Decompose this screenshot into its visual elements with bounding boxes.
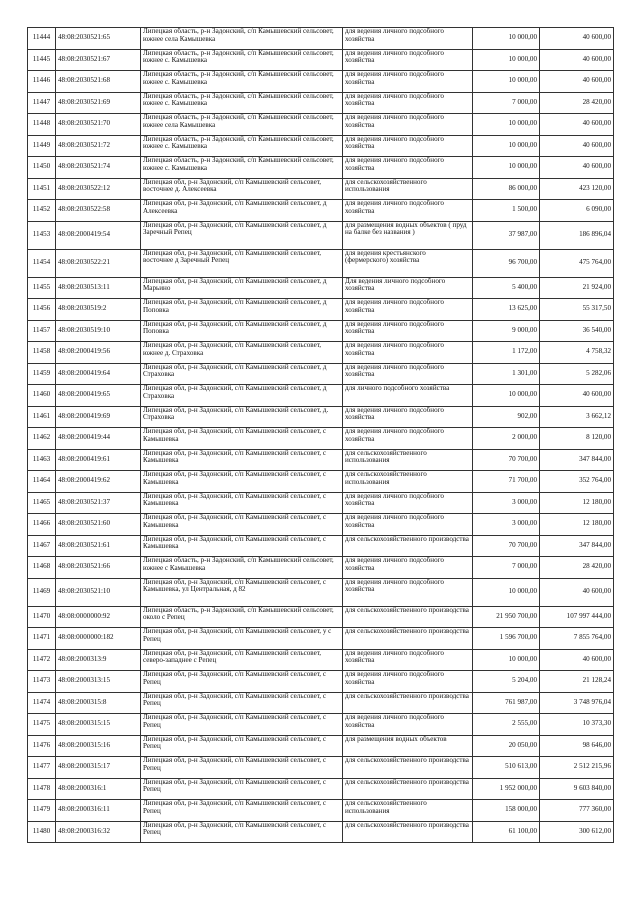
cadastral-number: 48:08:2030522:21 xyxy=(56,249,141,277)
table-row xyxy=(28,49,614,71)
row-number: 11475 xyxy=(28,714,56,736)
area-value: 5 400,00 xyxy=(473,277,540,299)
permitted-use: для ведения личного подсобного хозяйства xyxy=(343,49,473,71)
cadastral-value: 352 764,00 xyxy=(540,471,614,493)
area-value: 1 172,00 xyxy=(473,342,540,364)
table-row xyxy=(28,114,614,136)
row-number: 11466 xyxy=(28,514,56,536)
cadastral-value: 40 600,00 xyxy=(540,157,614,179)
row-number: 11452 xyxy=(28,200,56,222)
area-value: 7 000,00 xyxy=(473,92,540,114)
row-number: 11446 xyxy=(28,71,56,93)
cadastral-number: 48:08:2030521:65 xyxy=(56,28,141,50)
area-value: 1 500,00 xyxy=(473,200,540,222)
table-row xyxy=(28,277,614,299)
cadastral-value: 423 120,00 xyxy=(540,178,614,200)
row-number: 11462 xyxy=(28,428,56,450)
table-row xyxy=(28,342,614,364)
cadastral-number: 48:08:2000419:62 xyxy=(56,471,141,493)
area-value: 510 613,00 xyxy=(473,757,540,779)
table-row xyxy=(28,778,614,800)
row-number: 11479 xyxy=(28,800,56,822)
cadastral-number: 48:08:2030521:37 xyxy=(56,492,141,514)
location-description: Липецкая обл, р-н Задонский, с/п Камышевский сельсовет, д. Страховка xyxy=(141,406,343,428)
location-description: Липецкая обл, р-н Задонский, с/п Камышевский сельсовет, с Камышевка xyxy=(141,514,343,536)
location-description: Липецкая область, р-н Задонский, с/п Камышевский сельсовет, южнее села Камышевка xyxy=(141,28,343,50)
permitted-use: для ведения личного подсобного хозяйства xyxy=(343,342,473,364)
location-description: Липецкая обл, р-н Задонский, с/п Камышевский сельсовет, с Репец xyxy=(141,757,343,779)
permitted-use: для размещения водных объектов ( пруд на балке без названия ) xyxy=(343,221,473,249)
permitted-use: для ведения личного подсобного хозяйства xyxy=(343,649,473,671)
permitted-use: для сельскохозяйственного производства xyxy=(343,692,473,714)
table-body xyxy=(28,28,614,843)
row-number: 11448 xyxy=(28,114,56,136)
cadastral-value: 55 317,50 xyxy=(540,299,614,321)
table-row xyxy=(28,714,614,736)
area-value: 10 000,00 xyxy=(473,157,540,179)
permitted-use: для ведения личного подсобного хозяйства xyxy=(343,320,473,342)
cadastral-value: 28 420,00 xyxy=(540,92,614,114)
location-description: Липецкая обл, р-н Задонский, с/п Камышевский сельсовет, д Поповка xyxy=(141,320,343,342)
table-row xyxy=(28,606,614,628)
table-row xyxy=(28,428,614,450)
cadastral-value: 777 360,00 xyxy=(540,800,614,822)
row-number: 11456 xyxy=(28,299,56,321)
area-value: 86 000,00 xyxy=(473,178,540,200)
location-description: Липецкая обл, р-н Задонский, с/п Камышевский сельсовет, с Камышевка xyxy=(141,492,343,514)
cadastral-value: 40 600,00 xyxy=(540,114,614,136)
permitted-use: для сельскохозяйственного использования xyxy=(343,800,473,822)
cadastral-value: 8 120,00 xyxy=(540,428,614,450)
location-description: Липецкая обл, р-н Задонский, с/п Камышевский сельсовет, с Репец xyxy=(141,821,343,843)
cadastral-value: 36 540,00 xyxy=(540,320,614,342)
cadastral-value: 10 373,30 xyxy=(540,714,614,736)
area-value: 37 987,00 xyxy=(473,221,540,249)
location-description: Липецкая область, р-н Задонский, с/п Камышевский сельсовет, южнее села Камышевка xyxy=(141,114,343,136)
cadastral-number: 48:08:0000000:92 xyxy=(56,606,141,628)
row-number: 11459 xyxy=(28,363,56,385)
area-value: 1 301,00 xyxy=(473,363,540,385)
permitted-use: для сельскохозяйственного использования xyxy=(343,471,473,493)
location-description: Липецкая область, р-н Задонский, с/п Камышевский сельсовет, южнее с. Камышевка xyxy=(141,157,343,179)
cadastral-value: 3 662,12 xyxy=(540,406,614,428)
row-number: 11463 xyxy=(28,449,56,471)
row-number: 11455 xyxy=(28,277,56,299)
cadastral-number: 48:08:2000419:56 xyxy=(56,342,141,364)
area-value: 10 000,00 xyxy=(473,49,540,71)
permitted-use: для ведения личного подсобного хозяйства xyxy=(343,492,473,514)
cadastral-number: 48:08:2000315:8 xyxy=(56,692,141,714)
area-value: 5 204,00 xyxy=(473,671,540,693)
table-row xyxy=(28,821,614,843)
cadastral-number: 48:08:2030513:11 xyxy=(56,277,141,299)
cadastral-value: 9 603 840,00 xyxy=(540,778,614,800)
area-value: 96 700,00 xyxy=(473,249,540,277)
cadastral-number: 48:08:2000419:65 xyxy=(56,385,141,407)
location-description: Липецкая обл, р-н Задонский, с/п Камышевский сельсовет, с Репец xyxy=(141,800,343,822)
location-description: Липецкая обл, р-н Задонский, с/п Камышевский сельсовет, д Поповка xyxy=(141,299,343,321)
cadastral-number: 48:08:2030522:12 xyxy=(56,178,141,200)
cadastral-value: 40 600,00 xyxy=(540,28,614,50)
permitted-use: для сельскохозяйственного использования xyxy=(343,449,473,471)
row-number: 11477 xyxy=(28,757,56,779)
table-row xyxy=(28,249,614,277)
row-number: 11458 xyxy=(28,342,56,364)
area-value: 10 000,00 xyxy=(473,649,540,671)
location-description: Липецкая обл, р-н Задонский, с/п Камышевский сельсовет, д Страховка xyxy=(141,363,343,385)
row-number: 11444 xyxy=(28,28,56,50)
table-row xyxy=(28,535,614,557)
cadastral-number: 48:08:2000419:69 xyxy=(56,406,141,428)
location-description: Липецкая обл, р-н Задонский, с/п Камышевский сельсовет, с Репец xyxy=(141,735,343,757)
row-number: 11454 xyxy=(28,249,56,277)
row-number: 11472 xyxy=(28,649,56,671)
area-value: 2 000,00 xyxy=(473,428,540,450)
cadastral-number: 48:08:2000419:61 xyxy=(56,449,141,471)
table-row xyxy=(28,320,614,342)
permitted-use: для ведения крестьянского (фермерского) хозяйства xyxy=(343,249,473,277)
cadastral-number: 48:08:2000316:1 xyxy=(56,778,141,800)
location-description: Липецкая обл, р-н Задонский, с/п Камышевский сельсовет, с Репец xyxy=(141,671,343,693)
row-number: 11449 xyxy=(28,135,56,157)
table-row xyxy=(28,735,614,757)
cadastral-number: 48:08:2000419:54 xyxy=(56,221,141,249)
location-description: Липецкая обл, р-н Задонский, с/п Камышевский сельсовет, восточнее д Заречный Репец xyxy=(141,249,343,277)
row-number: 11445 xyxy=(28,49,56,71)
location-description: Липецкая обл, р-н Задонский, с/п Камышевский сельсовет, с Камышевка xyxy=(141,471,343,493)
table-row xyxy=(28,578,614,606)
permitted-use: для ведения личного подсобного хозяйства xyxy=(343,92,473,114)
location-description: Липецкая область, р-н Задонский, с/п Камышевский сельсовет, около с Репец xyxy=(141,606,343,628)
area-value: 10 000,00 xyxy=(473,114,540,136)
table-row xyxy=(28,200,614,222)
location-description: Липецкая обл, р-н Задонский, с/п Камышевский сельсовет, с Камышевка, ул Центральная, д 82 xyxy=(141,578,343,606)
table-row xyxy=(28,178,614,200)
land-plots-table xyxy=(27,27,614,843)
cadastral-value: 300 612,00 xyxy=(540,821,614,843)
area-value: 20 050,00 xyxy=(473,735,540,757)
permitted-use: для ведения личного подсобного хозяйства xyxy=(343,363,473,385)
permitted-use: для сельскохозяйственного производства xyxy=(343,606,473,628)
cadastral-number: 48:08:2030519:10 xyxy=(56,320,141,342)
row-number: 11460 xyxy=(28,385,56,407)
area-value: 902,00 xyxy=(473,406,540,428)
cadastral-number: 48:08:2000315:16 xyxy=(56,735,141,757)
permitted-use: для ведения личного подсобного хозяйства xyxy=(343,557,473,579)
cadastral-number: 48:08:2030521:60 xyxy=(56,514,141,536)
area-value: 1 952 000,00 xyxy=(473,778,540,800)
location-description: Липецкая область, р-н Задонский, с/п Камышевский сельсовет, южнее с. Камышевка xyxy=(141,71,343,93)
cadastral-value: 186 896,04 xyxy=(540,221,614,249)
table-row xyxy=(28,299,614,321)
area-value: 10 000,00 xyxy=(473,135,540,157)
row-number: 11450 xyxy=(28,157,56,179)
location-description: Липецкая обл, р-н Задонский, с/п Камышевский сельсовет, д Алексеевка xyxy=(141,200,343,222)
area-value: 158 000,00 xyxy=(473,800,540,822)
cadastral-number: 48:08:2030521:61 xyxy=(56,535,141,557)
row-number: 11473 xyxy=(28,671,56,693)
location-description: Липецкая обл, р-н Задонский, с/п Камышевский сельсовет, у с Репец xyxy=(141,628,343,650)
cadastral-number: 48:08:2030521:70 xyxy=(56,114,141,136)
cadastral-number: 48:08:0000000:182 xyxy=(56,628,141,650)
permitted-use: для сельскохозяйственного производства xyxy=(343,628,473,650)
area-value: 761 987,00 xyxy=(473,692,540,714)
cadastral-number: 48:08:2030521:66 xyxy=(56,557,141,579)
permitted-use: для ведения личного подсобного хозяйства xyxy=(343,299,473,321)
cadastral-value: 40 600,00 xyxy=(540,385,614,407)
table-row xyxy=(28,557,614,579)
area-value: 3 000,00 xyxy=(473,514,540,536)
location-description: Липецкая обл, р-н Задонский, с/п Камышевский сельсовет, с Камышевка xyxy=(141,535,343,557)
row-number: 11468 xyxy=(28,557,56,579)
cadastral-number: 48:08:2000313:15 xyxy=(56,671,141,693)
table-row xyxy=(28,757,614,779)
area-value: 9 000,00 xyxy=(473,320,540,342)
table-row xyxy=(28,671,614,693)
table-row xyxy=(28,135,614,157)
area-value: 71 700,00 xyxy=(473,471,540,493)
cadastral-value: 347 844,00 xyxy=(540,449,614,471)
permitted-use: для ведения личного подсобного хозяйства xyxy=(343,28,473,50)
cadastral-value: 2 512 215,96 xyxy=(540,757,614,779)
location-description: Липецкая обл, р-н Задонский, с/п Камышевский сельсовет, с Репец xyxy=(141,714,343,736)
area-value: 1 596 700,00 xyxy=(473,628,540,650)
location-description: Липецкая область, р-н Задонский, с/п Камышевский сельсовет, южнее с. Камышевка xyxy=(141,135,343,157)
cadastral-number: 48:08:2000316:11 xyxy=(56,800,141,822)
cadastral-value: 347 844,00 xyxy=(540,535,614,557)
row-number: 11474 xyxy=(28,692,56,714)
table-row xyxy=(28,28,614,50)
permitted-use: для ведения личного подсобного хозяйства xyxy=(343,114,473,136)
area-value: 61 100,00 xyxy=(473,821,540,843)
permitted-use: для ведения личного подсобного хозяйства xyxy=(343,71,473,93)
cadastral-number: 48:08:2030521:67 xyxy=(56,49,141,71)
table-row xyxy=(28,385,614,407)
row-number: 11457 xyxy=(28,320,56,342)
cadastral-value: 475 764,00 xyxy=(540,249,614,277)
permitted-use: для ведения личного подсобного хозяйства xyxy=(343,671,473,693)
table-row xyxy=(28,363,614,385)
permitted-use: для сельскохозяйственного использования xyxy=(343,178,473,200)
cadastral-number: 48:08:2030521:10 xyxy=(56,578,141,606)
cadastral-value: 12 180,00 xyxy=(540,514,614,536)
table-row xyxy=(28,492,614,514)
permitted-use: Для ведения личного подсобного хозяйства xyxy=(343,277,473,299)
location-description: Липецкая обл, р-н Задонский, с/п Камышевский сельсовет, с Камышевка xyxy=(141,449,343,471)
row-number: 11467 xyxy=(28,535,56,557)
cadastral-number: 48:08:2000419:44 xyxy=(56,428,141,450)
row-number: 11469 xyxy=(28,578,56,606)
row-number: 11447 xyxy=(28,92,56,114)
location-description: Липецкая обл, р-н Задонский, с/п Камышевский сельсовет, восточнее д. Алексеевка xyxy=(141,178,343,200)
document-page xyxy=(27,27,614,843)
cadastral-value: 6 090,00 xyxy=(540,200,614,222)
location-description: Липецкая обл, р-н Задонский, с/п Камышевский сельсовет, с Камышевка xyxy=(141,428,343,450)
area-value: 2 555,00 xyxy=(473,714,540,736)
permitted-use: для ведения личного подсобного хозяйства xyxy=(343,135,473,157)
cadastral-value: 40 600,00 xyxy=(540,135,614,157)
permitted-use: для размещения водных объектов xyxy=(343,735,473,757)
cadastral-number: 48:08:2000315:17 xyxy=(56,757,141,779)
cadastral-value: 28 420,00 xyxy=(540,557,614,579)
cadastral-number: 48:08:2030521:68 xyxy=(56,71,141,93)
location-description: Липецкая область, р-н Задонский, с/п Камышевский сельсовет, южнее с Камышевка xyxy=(141,557,343,579)
permitted-use: для ведения личного подсобного хозяйства xyxy=(343,406,473,428)
table-row xyxy=(28,471,614,493)
cadastral-number: 48:08:2030522:58 xyxy=(56,200,141,222)
permitted-use: для ведения личного подсобного хозяйства xyxy=(343,157,473,179)
row-number: 11480 xyxy=(28,821,56,843)
permitted-use: для ведения личного подсобного хозяйства xyxy=(343,514,473,536)
location-description: Липецкая обл, р-н Задонский, с/п Камышевский сельсовет, с Репец xyxy=(141,778,343,800)
location-description: Липецкая обл, р-н Задонский, с/п Камышевский сельсовет, северо-западнее с Репец xyxy=(141,649,343,671)
row-number: 11470 xyxy=(28,606,56,628)
area-value: 7 000,00 xyxy=(473,557,540,579)
table-row xyxy=(28,628,614,650)
cadastral-number: 48:08:2000419:64 xyxy=(56,363,141,385)
table-row xyxy=(28,649,614,671)
cadastral-value: 98 646,00 xyxy=(540,735,614,757)
area-value: 3 000,00 xyxy=(473,492,540,514)
table-row xyxy=(28,221,614,249)
cadastral-number: 48:08:2000315:15 xyxy=(56,714,141,736)
row-number: 11476 xyxy=(28,735,56,757)
cadastral-value: 40 600,00 xyxy=(540,49,614,71)
cadastral-value: 3 748 976,04 xyxy=(540,692,614,714)
cadastral-number: 48:08:2030521:69 xyxy=(56,92,141,114)
cadastral-value: 40 600,00 xyxy=(540,71,614,93)
area-value: 10 000,00 xyxy=(473,578,540,606)
location-description: Липецкая обл, р-н Задонский, с/п Камышевский сельсовет, д Страховка xyxy=(141,385,343,407)
cadastral-value: 12 180,00 xyxy=(540,492,614,514)
cadastral-value: 21 924,00 xyxy=(540,277,614,299)
table-row xyxy=(28,692,614,714)
location-description: Липецкая область, р-н Задонский, с/п Камышевский сельсовет, южнее с. Камышевка xyxy=(141,92,343,114)
location-description: Липецкая обл, р-н Задонский, с/п Камышевский сельсовет, д Заречный Репец xyxy=(141,221,343,249)
table-row xyxy=(28,157,614,179)
table-row xyxy=(28,514,614,536)
location-description: Липецкая область, р-н Задонский, с/п Камышевский сельсовет, южнее с. Камышевка xyxy=(141,49,343,71)
permitted-use: для сельскохозяйственного производства xyxy=(343,535,473,557)
row-number: 11465 xyxy=(28,492,56,514)
cadastral-number: 48:08:2000316:32 xyxy=(56,821,141,843)
cadastral-number: 48:08:2030521:72 xyxy=(56,135,141,157)
location-description: Липецкая обл, р-н Задонский, с/п Камышевский сельсовет, д Марьино xyxy=(141,277,343,299)
table-row xyxy=(28,449,614,471)
row-number: 11451 xyxy=(28,178,56,200)
area-value: 13 625,00 xyxy=(473,299,540,321)
row-number: 11464 xyxy=(28,471,56,493)
location-description: Липецкая обл, р-н Задонский, с/п Камышевский сельсовет, с Репец xyxy=(141,692,343,714)
row-number: 11461 xyxy=(28,406,56,428)
permitted-use: для ведения личного подсобного хозяйства xyxy=(343,428,473,450)
area-value: 10 000,00 xyxy=(473,28,540,50)
cadastral-value: 107 997 444,00 xyxy=(540,606,614,628)
permitted-use: для ведения личного подсобного хозяйства xyxy=(343,578,473,606)
cadastral-number: 48:08:2000313:9 xyxy=(56,649,141,671)
table-row xyxy=(28,71,614,93)
cadastral-value: 21 128,24 xyxy=(540,671,614,693)
permitted-use: для сельскохозяйственного производства xyxy=(343,757,473,779)
permitted-use: для сельскохозяйственного производства xyxy=(343,821,473,843)
permitted-use: для личного подсобного хозяйства xyxy=(343,385,473,407)
table-row xyxy=(28,92,614,114)
cadastral-number: 48:08:2030521:74 xyxy=(56,157,141,179)
row-number: 11471 xyxy=(28,628,56,650)
table-row xyxy=(28,406,614,428)
area-value: 10 000,00 xyxy=(473,71,540,93)
location-description: Липецкая обл, р-н Задонский, с/п Камышевский сельсовет, южнее д. Страховка xyxy=(141,342,343,364)
area-value: 70 700,00 xyxy=(473,535,540,557)
cadastral-value: 40 600,00 xyxy=(540,649,614,671)
permitted-use: для ведения личного подсобного хозяйства xyxy=(343,714,473,736)
permitted-use: для сельскохозяйственного производства xyxy=(343,778,473,800)
area-value: 70 700,00 xyxy=(473,449,540,471)
cadastral-value: 40 600,00 xyxy=(540,578,614,606)
permitted-use: для ведения личного подсобного хозяйства xyxy=(343,200,473,222)
cadastral-value: 4 758,32 xyxy=(540,342,614,364)
cadastral-value: 5 282,06 xyxy=(540,363,614,385)
table-row xyxy=(28,800,614,822)
area-value: 21 950 700,00 xyxy=(473,606,540,628)
row-number: 11453 xyxy=(28,221,56,249)
cadastral-number: 48:08:2030519:2 xyxy=(56,299,141,321)
row-number: 11478 xyxy=(28,778,56,800)
cadastral-value: 7 855 764,00 xyxy=(540,628,614,650)
area-value: 10 000,00 xyxy=(473,385,540,407)
